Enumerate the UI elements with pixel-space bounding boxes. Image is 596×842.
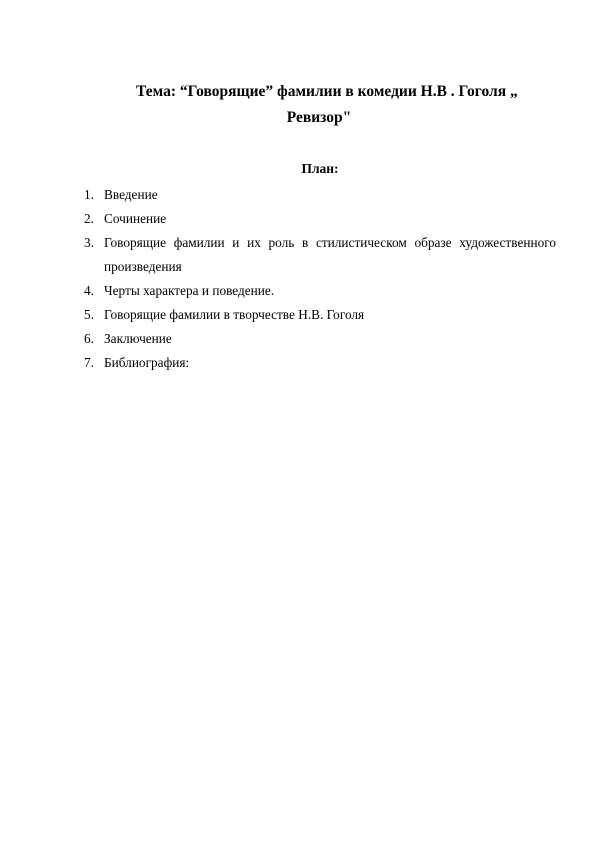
title-line-2: Ревизор" [286, 109, 352, 126]
list-item-text: Черты характера и поведение. [104, 283, 275, 298]
list-item-text: Библиография: [104, 355, 190, 370]
list-item [84, 279, 556, 303]
list-item-text: Говорящие фамилии в творчестве Н.В. Гоголя [104, 307, 365, 322]
plan-list [84, 183, 556, 375]
list-item-number: 6. [84, 331, 94, 346]
list-item [84, 303, 556, 327]
list-item [84, 231, 556, 279]
document-title [84, 80, 554, 130]
title-line-1: Тема: “Говорящие” фамилии в комедии Н.В . Гоголя „ [136, 83, 518, 100]
list-item-number: 4. [84, 283, 94, 298]
list-item-text: Введение [104, 187, 158, 202]
list-item [84, 351, 556, 375]
list-item-number: 1. [84, 187, 94, 202]
list-item-number: 2. [84, 211, 94, 226]
list-item-number: 7. [84, 355, 94, 370]
list-item-text: Сочинение [104, 211, 167, 226]
plan-heading: План: [301, 161, 339, 176]
list-item-text: Говорящие фамилии и их роль в стилистическом образе художественного произведения [104, 235, 556, 274]
list-item [84, 327, 556, 351]
list-item-number: 3. [84, 235, 94, 250]
list-item [84, 183, 556, 207]
list-item-text: Заключение [104, 331, 172, 346]
list-item [84, 207, 556, 231]
list-item-number: 5. [84, 307, 94, 322]
